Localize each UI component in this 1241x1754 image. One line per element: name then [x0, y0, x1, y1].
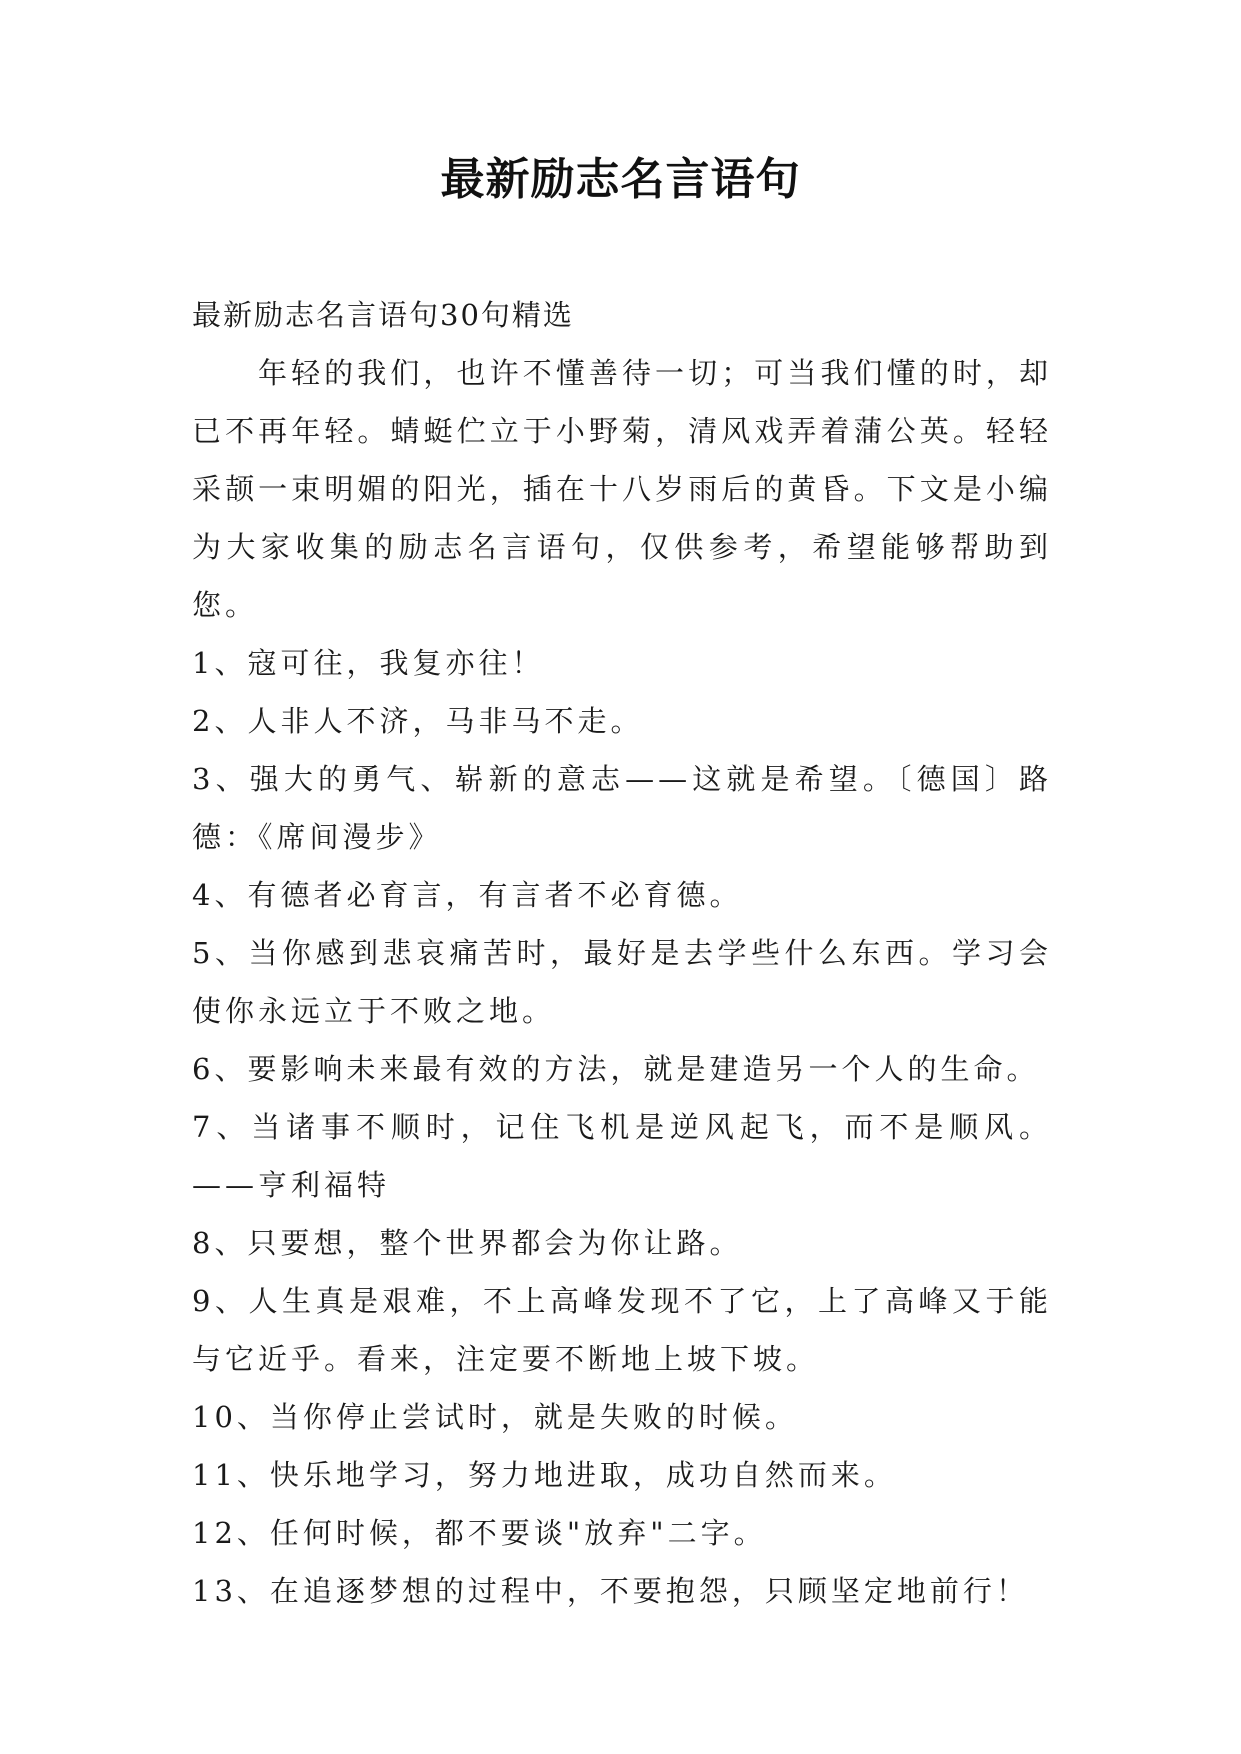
quote-item: 5、当你感到悲哀痛苦时，最好是去学些什么东西。学习会使你永远立于不败之地。: [192, 936, 1052, 1028]
quote-item: 11、快乐地学习，努力地进取，成功自然而来。: [192, 1458, 897, 1492]
quote-item: 7、当诸事不顺时，记住飞机是逆风起飞，而不是顺风。——亨利福特: [192, 1110, 1052, 1202]
quote-item: 4、有德者必育言，有言者不必育德。: [192, 878, 743, 912]
quote-item: 3、强大的勇气、崭新的意志——这就是希望。〔德国〕路德：《席间漫步》: [192, 762, 1052, 854]
quote-item: 6、要影响未来最有效的方法，就是建造另一个人的生命。: [192, 1052, 1040, 1086]
quote-item: 1、寇可往，我复亦往！: [192, 646, 545, 680]
quote-item: 13、在追逐梦想的过程中，不要抱怨，只顾坚定地前行！: [192, 1574, 1029, 1608]
quote-item: 9、人生真是艰难，不上高峰发现不了它，上了高峰又于能与它近乎。看来，注定要不断地上坡下坡。: [192, 1284, 1052, 1376]
document-body: [192, 286, 1052, 1620]
quote-item: 8、只要想，整个世界都会为你让路。: [192, 1226, 743, 1260]
quote-item: 12、任何时候，都不要谈"放弃"二字。: [192, 1516, 767, 1550]
document-subtitle: 最新励志名言语句30句精选: [192, 298, 574, 332]
intro-paragraph: 年轻的我们，也许不懂善待一切；可当我们懂的时，却已不再年轻。蜻蜓伫立于小野菊，清风戏弄着蒲公英。轻轻采颉一束明媚的阳光，插在十八岁雨后的黄昏。下文是小编为大家收集的励志名言语句，仅供参考，希望能够帮助到您。: [192, 356, 1052, 622]
quote-item: 2、人非人不济，马非马不走。: [192, 704, 644, 738]
document-title: 最新励志名言语句: [440, 154, 801, 205]
quote-item: 10、当你停止尝试时，就是失败的时候。: [192, 1400, 798, 1434]
